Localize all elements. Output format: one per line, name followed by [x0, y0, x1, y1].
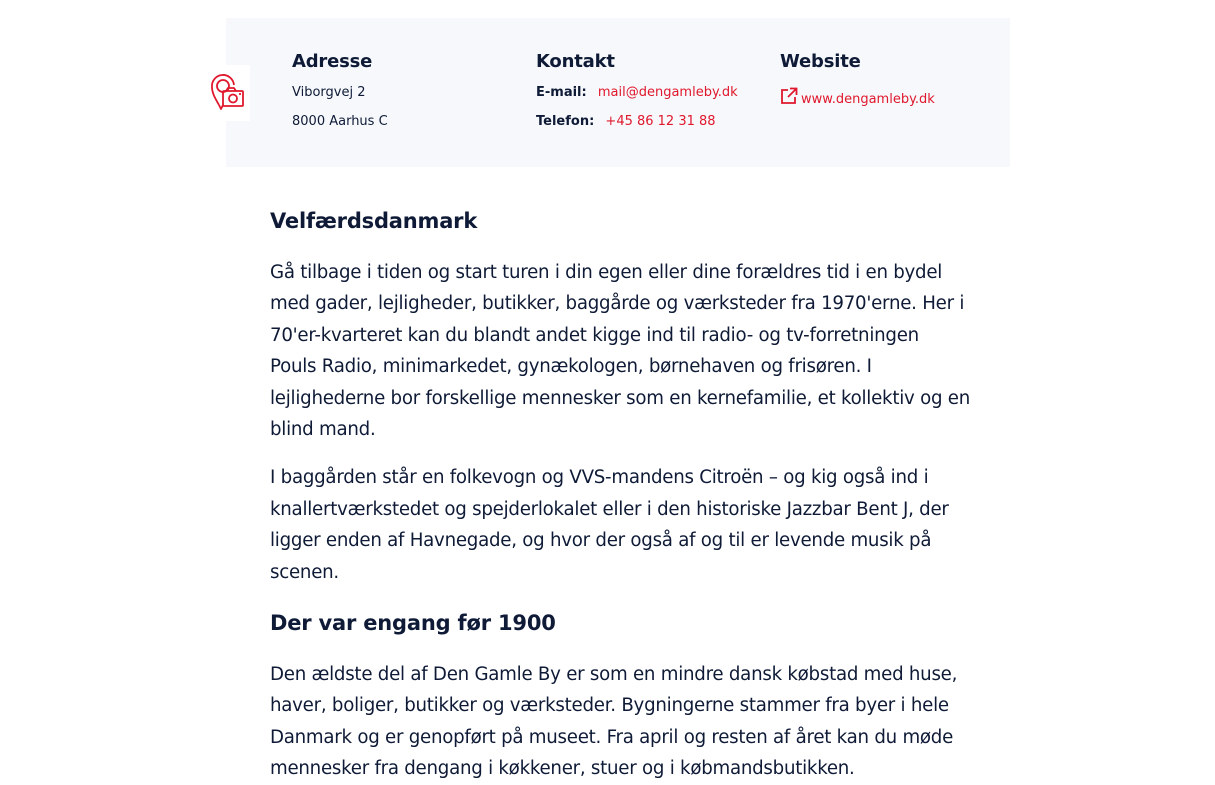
email-label: E-mail:: [536, 85, 587, 100]
phone-label: Telefon:: [536, 114, 595, 129]
email-row: [536, 85, 738, 101]
website-column: [780, 50, 935, 107]
section-heading-velfaerdsdanmark: Velfærdsdanmark: [270, 209, 478, 233]
external-link-icon: [780, 87, 798, 105]
map-pin-camera-icon: [210, 73, 246, 113]
phone-row: [536, 114, 716, 130]
email-link[interactable]: mail@dengamleby.dk: [597, 85, 738, 100]
contact-column: [536, 50, 738, 129]
address-city: 8000 Aarhus C: [292, 114, 388, 129]
website-link-row[interactable]: [780, 84, 935, 108]
location-icon-box: [208, 65, 250, 121]
section-heading-foer-1900: Der var engang før 1900: [270, 611, 556, 636]
paragraph: I baggården står en folkevogn og VVS-mandens Citroën – og kig også ind i knallertværkstedet og spejderlokalet eller i den historiske Jazzbar Bent J, der ligger enden af Havnegade, og hvor der også af og til er levende musik på scenen.: [270, 467, 949, 583]
phone-link[interactable]: +45 86 12 31 88: [605, 114, 716, 129]
paragraph: Den ældste del af Den Gamle By er som en mindre dansk købstad med huse, haver, boliger, butikker og værksteder. Bygningerne stammer fra byer i hele Danmark og er genopført på museet. Fra april og resten af året kan du møde mennesker fra dengang i køkkener, stuer og i købmandsbutikken.: [270, 664, 958, 780]
address-street: Viborgvej 2: [292, 85, 366, 100]
website-title: Website: [780, 51, 861, 72]
address-column: [292, 50, 388, 129]
website-link[interactable]: www.dengamleby.dk: [801, 92, 935, 107]
main-content: [270, 205, 970, 785]
contact-title: Kontakt: [536, 51, 615, 72]
address-title: Adresse: [292, 51, 373, 72]
paragraph: Gå tilbage i tiden og start turen i din egen eller dine forældres tid i en bydel med gader, lejligheder, butikker, baggårde og værksteder fra 1970'erne. Her i 70'er-kvarteret kan du blandt andet kigge ind til radio- og tv-forretningen Pouls Radio, minimarkedet, gynækologen, børnehaven og frisøren. I lejlighederne bor forskellige mennesker som en kernefamilie, et kollektiv og en blind mand.: [270, 262, 970, 441]
